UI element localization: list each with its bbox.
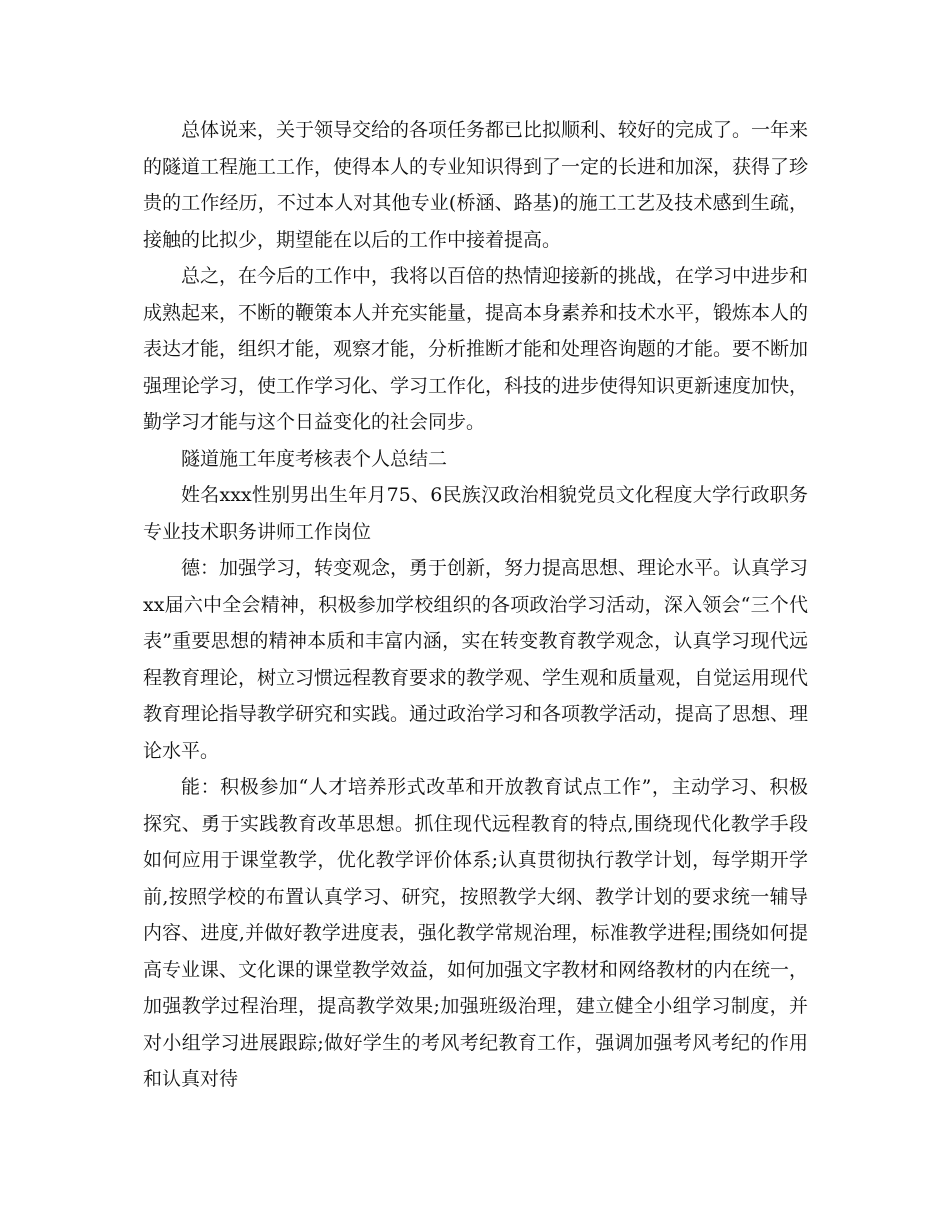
paragraph-morality: 德：加强学习，转变观念，勇于创新，努力提高思想、理论水平。认真学习xx届六中全会精神，积极参加学校组织的各项政治学习活动，深入领会“三个代表”重要思想的精神本质和丰富内涵，实在转变教育教学观念，认真学习现代远程教育理论，树立习惯远程教育要求的教学观、学生观和质量观，自觉运用现代教育理论指导教学研究和实践。通过政治学习和各项教学活动，提高了思想、理论水平。 <box>143 557 809 762</box>
paragraph-summary: 总体说来，关于领导交给的各项任务都已比拟顺利、较好的完成了。一年来的隧道工程施工工作，使得本人的专业知识得到了一定的长进和加深，获得了珍贵的工作经历，不过本人对其他专业(桥涵、路基)的施工工艺及技术感到生疏，接触的比拟少，期望能在以后的工作中接着提高。 <box>143 119 809 251</box>
document-body <box>143 112 808 1098</box>
paragraph-ability: 能：积极参加“人才培养形式改革和开放教育试点工作”，主动学习、积极探究、勇于实践教育改革思想。抓住现代远程教育的特点,围绕现代化教学手段如何应用于课堂教学，优化教学评价体系;认真贯彻执行教学计划，每学期开学前,按照学校的布置认真学习、研究，按照教学大纲、教学计划的要求统一辅导内容、进度,并做好教学进度表，强化教学常规治理，标准教学进程;围绕如何提高专业课、文化课的课堂教学效益，如何加强文字教材和网络教材的内在统一，加强教学过程治理，提高教学效果;加强班级治理，建立健全小组学习制度，并对小组学习进展跟踪;做好学生的考风考纪教育工作，强调加强考风考纪的作用和认真对待 <box>143 776 809 1090</box>
paragraph-future-plans: 总之，在今后的工作中，我将以百倍的热情迎接新的挑战，在学习中进步和成熟起来，不断的鞭策本人并充实能量，提高本身素养和技术水平，锻炼本人的表达才能，组织才能，观察才能，分析推断才能和处理咨询题的才能。要不断加强理论学习，使工作学习化、学习工作化，科技的进步使得知识更新速度加快，勤学习才能与这个日益变化的社会同步。 <box>143 265 809 433</box>
section-title: 隧道施工年度考核表个人总结二 <box>181 447 448 470</box>
paragraph-personal-info: 姓名xxx性别男出生年月75、6民族汉政治相貌党员文化程度大学行政职务专业技术职务讲师工作岗位 <box>143 484 808 543</box>
